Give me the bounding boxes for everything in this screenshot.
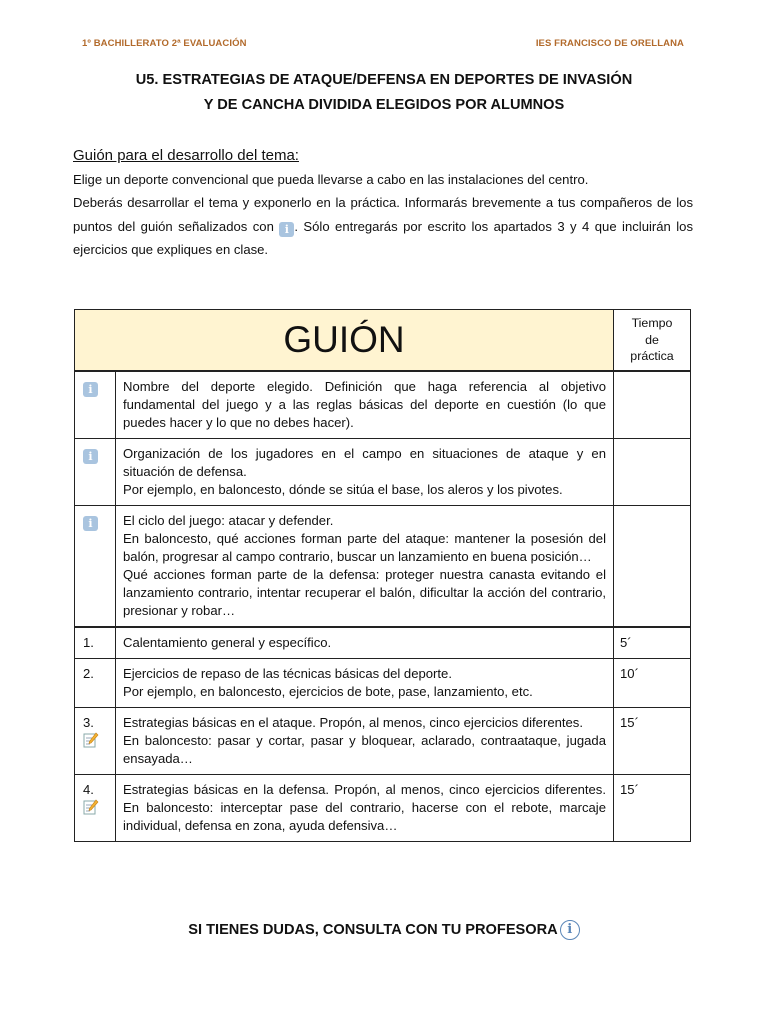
table-heading: GUIÓN <box>75 310 614 372</box>
row-content <box>116 708 614 775</box>
row-line: Estrategias básicas en el ataque. Propón, al menos, cinco ejercicios diferentes. <box>123 715 583 730</box>
intro-para2-start: Deberás desarrollar el tema y exponerlo en la práctica. Informarás brevemente a tus compañeros de los puntos del guión señalizados con <box>73 195 693 234</box>
table-row <box>75 659 691 708</box>
intro-section <box>73 144 693 262</box>
row-line: El ciclo del juego: atacar y defender. <box>123 513 334 528</box>
row-content <box>116 439 614 506</box>
title-line-2: Y DE CANCHA DIVIDIDA ELEGIDOS POR ALUMNOS <box>203 97 565 113</box>
footer-text: SI TIENES DUDAS, CONSULTA CON TU PROFESORA <box>188 922 558 938</box>
header-school: IES FRANCISCO DE ORELLANA <box>535 38 684 49</box>
row-content: Calentamiento general y específico. <box>116 627 614 659</box>
document-title <box>0 68 768 118</box>
table-row <box>75 371 691 439</box>
guion-table <box>74 309 691 842</box>
row-line: Organización de los jugadores en el campo en situaciones de ataque y en situación de defensa. <box>123 446 606 479</box>
row-number: 2. <box>75 659 116 708</box>
footer-note <box>0 920 768 940</box>
time-heading-line-2: de <box>645 332 659 347</box>
intro-subtitle: Guión para el desarrollo del tema: <box>73 147 299 164</box>
row-number: 1. <box>75 627 116 659</box>
row-line: Por ejemplo, en baloncesto, ejercicios de bote, pase, lanzamiento, etc. <box>123 684 533 699</box>
information-icon: i <box>83 449 98 464</box>
row-content: Estrategias básicas en la defensa. Propón, al menos, cinco ejercicios diferentes. En baloncesto: interceptar pase del contrario, hacerse con el rebote, marcaje individual, defensa en zona, ayuda defensiva… <box>116 775 614 842</box>
row-time: 15´ <box>614 775 691 842</box>
row-line: Qué acciones forman parte de la defensa: proteger nuestra canasta evitando el lanzamiento contrario, intentar recuperar el balón, dificultar la acción del contrario, presionar y robar… <box>123 567 606 618</box>
row-marker <box>75 506 116 628</box>
row-line: En baloncesto, qué acciones forman parte del ataque: mantener la posesión del balón, progresar al campo contrario, buscar un lanzamiento en buena posición… <box>123 531 606 564</box>
table-row <box>75 506 691 628</box>
information-icon: i <box>560 920 580 940</box>
row-number: 3. <box>83 715 94 730</box>
row-time <box>614 439 691 506</box>
row-time <box>614 371 691 439</box>
information-icon: i <box>83 516 98 531</box>
row-content <box>116 506 614 628</box>
information-icon: i <box>279 222 294 237</box>
row-time: 15´ <box>614 708 691 775</box>
row-number: 4. <box>83 782 94 797</box>
row-time: 10´ <box>614 659 691 708</box>
table-row <box>75 708 691 775</box>
row-time: 5´ <box>614 627 691 659</box>
title-line-1: U5. ESTRATEGIAS DE ATAQUE/DEFENSA EN DEPORTES DE INVASIÓN <box>135 72 633 88</box>
table-header-row <box>75 310 691 372</box>
time-heading-line-1: Tiempo <box>631 316 673 330</box>
row-line: Por ejemplo, en baloncesto, dónde se sitúa el base, los aleros y los pivotes. <box>123 482 563 497</box>
intro-paragraph-2 <box>73 191 693 262</box>
row-content: Nombre del deporte elegido. Definición que haga referencia al objetivo fundamental del juego y a las reglas básicas del deporte en cuestión (lo que puedes hacer y lo que no debes hacer). <box>116 371 614 439</box>
table-row <box>75 775 691 842</box>
information-icon: i <box>83 382 98 397</box>
memo-pencil-icon <box>83 799 99 815</box>
memo-pencil-icon <box>83 732 99 748</box>
intro-line-1: Elige un deporte convencional que pueda llevarse a cabo en las instalaciones del centro. <box>73 171 589 187</box>
row-marker <box>75 439 116 506</box>
row-content <box>116 659 614 708</box>
header-course: 1º BACHILLERATO 2ª EVALUACIÓN <box>82 38 247 49</box>
row-line: En baloncesto: pasar y cortar, pasar y bloquear, aclarado, contraataque, jugada ensayada… <box>123 733 606 766</box>
time-heading-line-3: práctica <box>630 349 674 363</box>
row-line: Ejercicios de repaso de las técnicas básicas del deporte. <box>123 666 452 681</box>
table-row <box>75 627 691 659</box>
row-marker <box>75 775 116 842</box>
row-marker <box>75 371 116 439</box>
time-heading <box>614 310 691 372</box>
table-row <box>75 439 691 506</box>
intro-para2-end: . Sólo entregarás por escrito los apartados 3 y 4 que incluirán los ejercicios que expliques en clase. <box>73 218 693 257</box>
row-time <box>614 506 691 628</box>
row-marker <box>75 708 116 775</box>
